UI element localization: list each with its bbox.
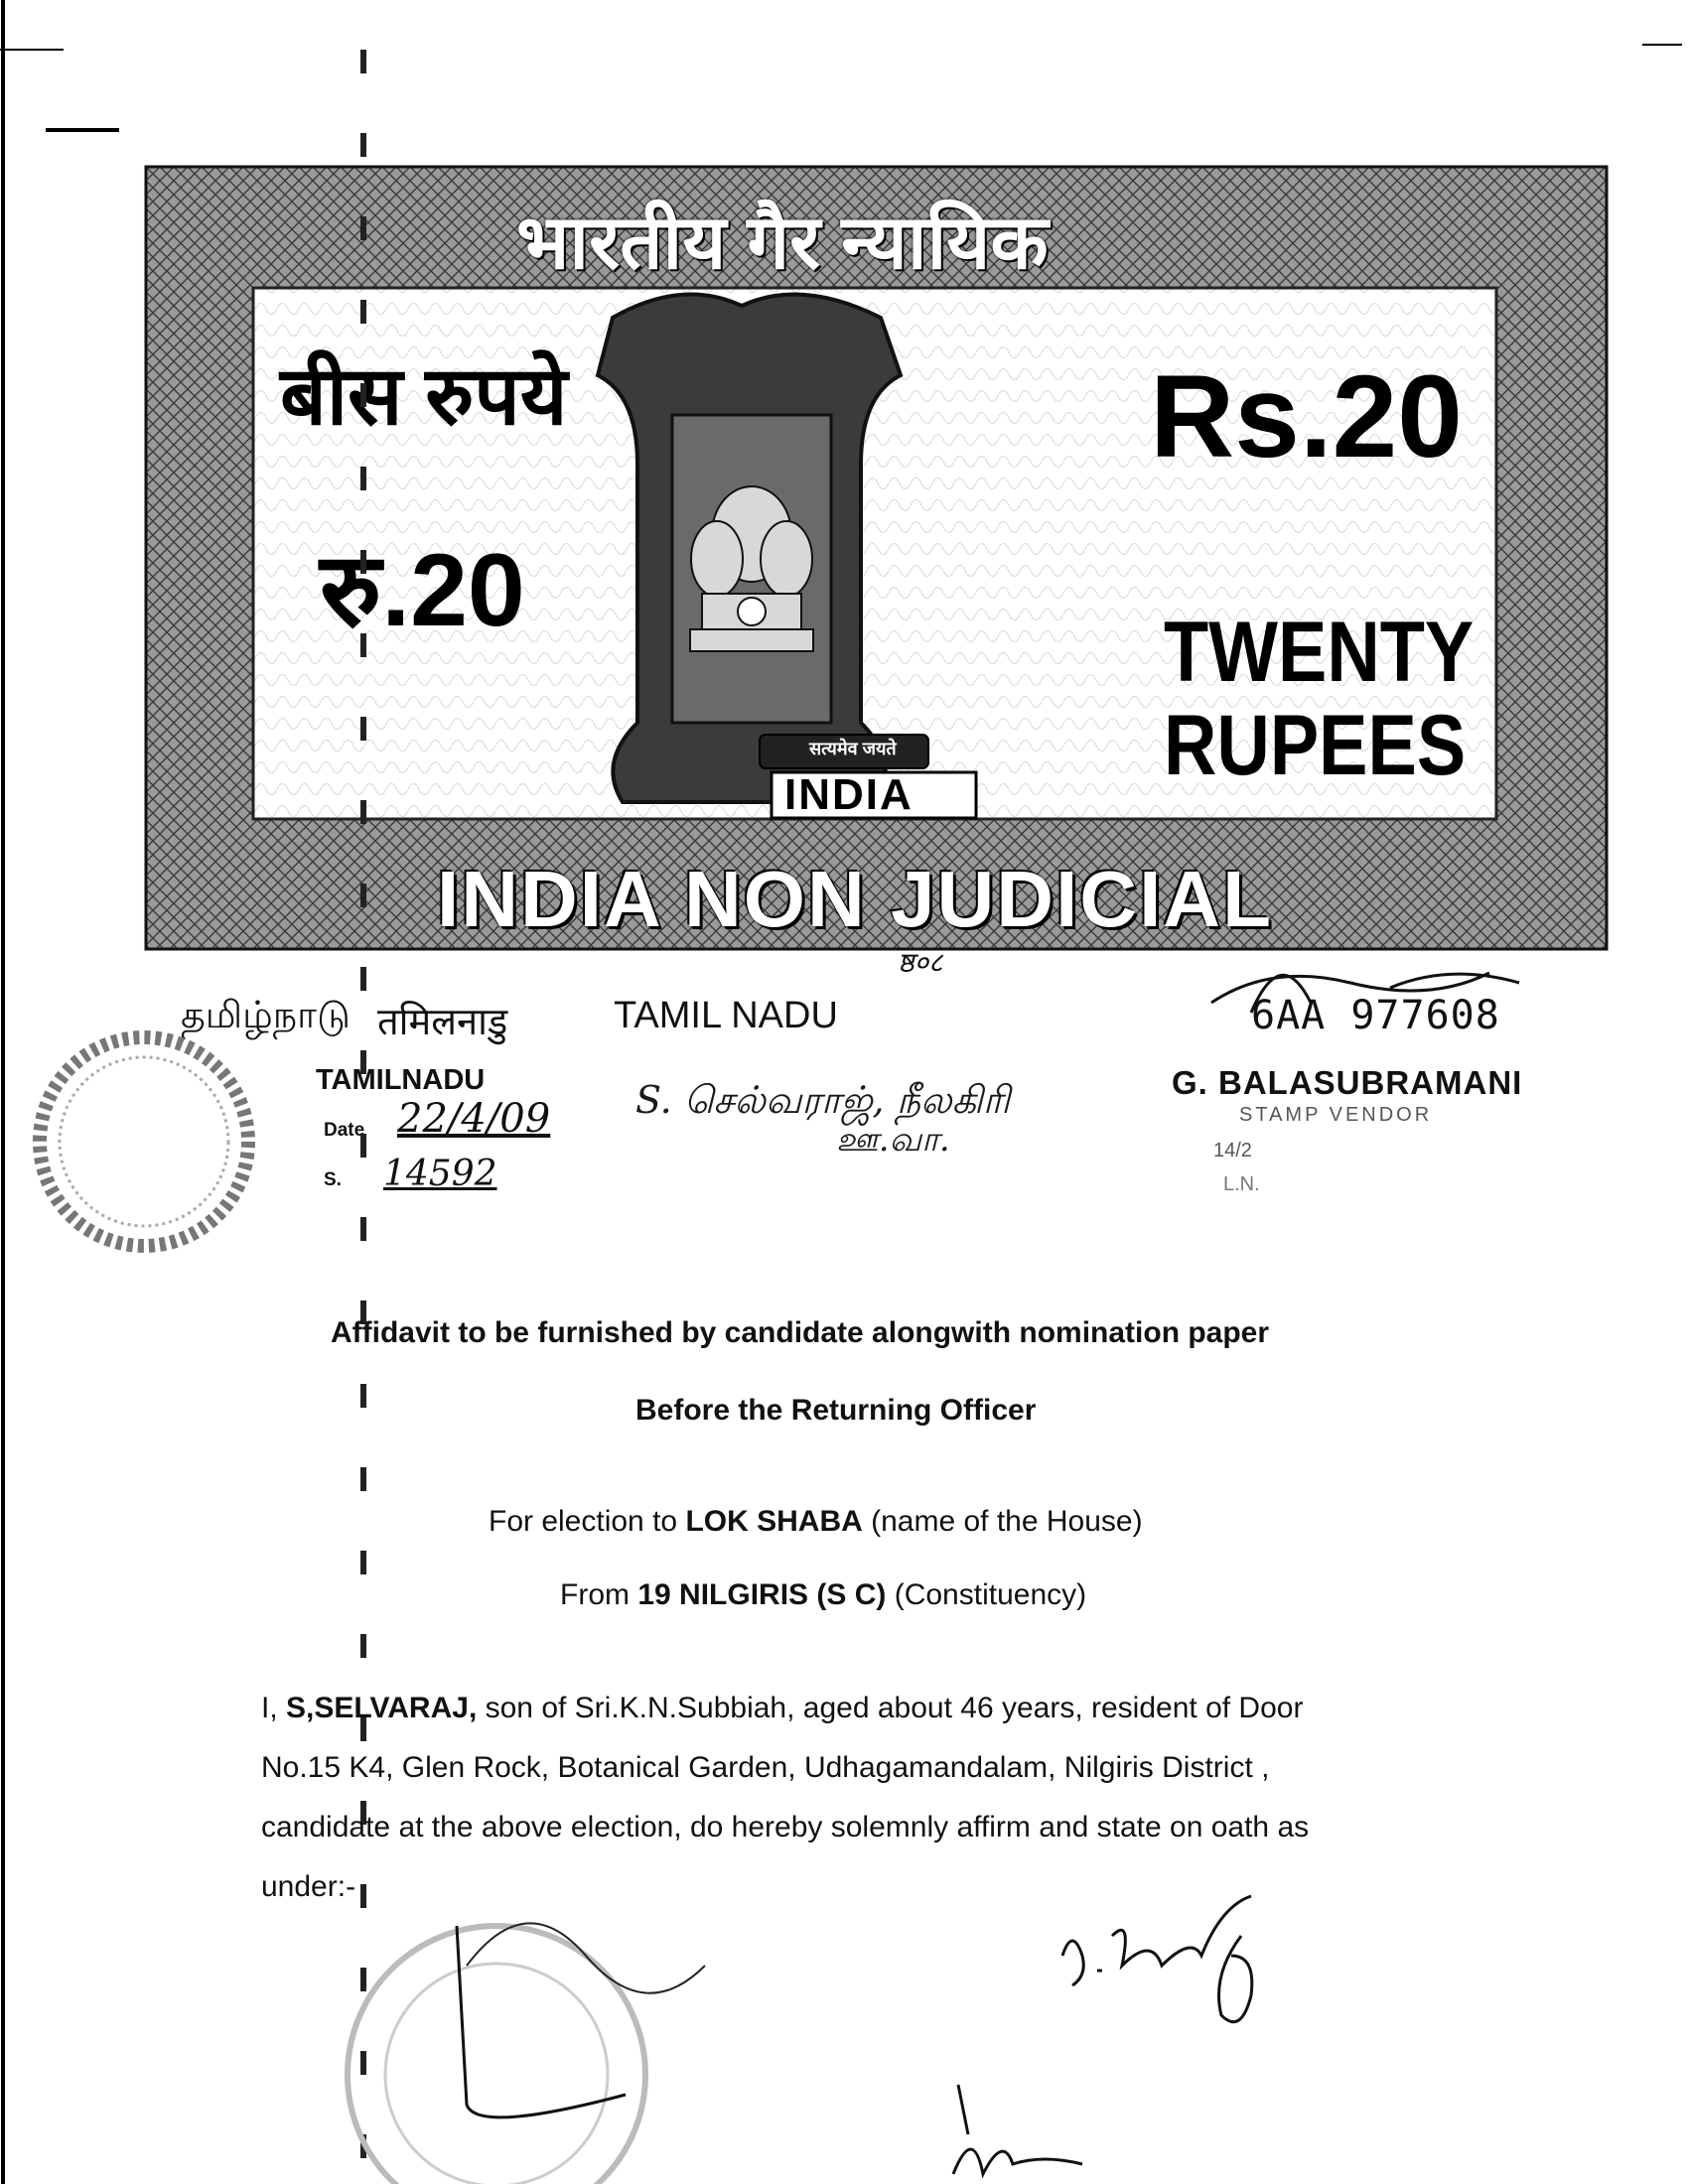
paragraph-line-4: under:-	[261, 1870, 356, 1903]
para-line1-rest: son of Sri.K.N.Subbiah, aged about 46 years, resident of Door	[477, 1692, 1304, 1724]
stamp-footer: INDIA NON JUDICIAL	[437, 855, 1273, 943]
stamp-serial-number: 6AA 977608	[1251, 993, 1500, 1038]
vendor-address-1: 14/2	[1213, 1140, 1252, 1161]
candidate-signature	[1053, 1896, 1311, 2035]
serial-label: S.	[324, 1169, 342, 1190]
constituency: 19 NILGIRIS (S C)	[637, 1578, 887, 1611]
stamp-state-small: TAMILNADU	[316, 1064, 486, 1096]
election-house: LOK SHABA	[685, 1505, 863, 1538]
serial-value: 14592	[383, 1154, 497, 1194]
state-name-tamil: தமிழ்நாடு	[181, 995, 351, 1036]
stamp-vendor-seal	[30, 993, 248, 1291]
vendor-title: STAMP VENDOR	[1239, 1104, 1433, 1126]
state-name-hindi: तमिलनाडु	[377, 1002, 508, 1043]
handwritten-purchaser-place: ஊ.வா.	[836, 1120, 950, 1160]
affidavit-constituency-line	[560, 1578, 1086, 1612]
paragraph-line-1	[261, 1692, 1303, 1725]
stamp-title-hindi: भारतीय गैर न्यायिक	[516, 201, 1049, 285]
stamp-amount-hindi-figure: रु.20	[320, 533, 525, 648]
vendor-signature	[1192, 943, 1549, 1023]
date-value: 22/4/09	[397, 1096, 551, 1142]
corner-crop-mark	[0, 30, 70, 69]
from-prefix: From	[560, 1578, 638, 1611]
date-label: Date	[324, 1120, 365, 1141]
affidavit-election-line	[489, 1505, 1143, 1539]
corner-crop-mark-right	[1642, 40, 1688, 50]
affidavit-before: Before the Returning Officer	[635, 1394, 1037, 1427]
candidate-name: S,SELVARAJ,	[286, 1692, 478, 1724]
handwritten-mark-top: ष्ठ०८	[898, 946, 943, 979]
state-name-english: TAMIL NADU	[614, 995, 838, 1036]
from-suffix: (Constituency)	[886, 1578, 1087, 1611]
stamp-amount-figure: Rs.20	[1150, 351, 1463, 482]
stamp-amount-words-2: RUPEES	[1164, 698, 1467, 793]
margin-dash	[46, 125, 125, 135]
emblem-motto: सत्यमेव जयते	[809, 739, 897, 758]
vendor-address-2: L.N.	[1223, 1173, 1260, 1195]
handwritten-purchaser-name: S. செல்வராஜ், நீலகிரி	[635, 1078, 1011, 1122]
left-border	[0, 0, 8, 2184]
notary-seal	[328, 1906, 665, 2184]
stamp-amount-words-1: TWENTY	[1164, 605, 1475, 700]
vendor-name: G. BALASUBRAMANI	[1172, 1064, 1523, 1101]
initials-mark	[943, 2085, 1102, 2184]
perforation-line	[357, 50, 369, 2184]
stamp-country: INDIA	[784, 770, 914, 819]
election-suffix: (name of the House)	[862, 1505, 1143, 1538]
paragraph-line-3: candidate at the above election, do hereby solemnly affirm and state on oath as	[261, 1811, 1310, 1843]
election-prefix: For election to	[489, 1505, 686, 1538]
paragraph-line-2: No.15 K4, Glen Rock, Botanical Garden, Udhagamandalam, Nilgiris District ,	[261, 1751, 1270, 1784]
para-start: I,	[261, 1692, 287, 1724]
affidavit-title: Affidavit to be furnished by candidate alongwith nomination paper	[331, 1316, 1270, 1349]
stamp-amount-hindi-words: बीस रुपये	[280, 351, 568, 442]
